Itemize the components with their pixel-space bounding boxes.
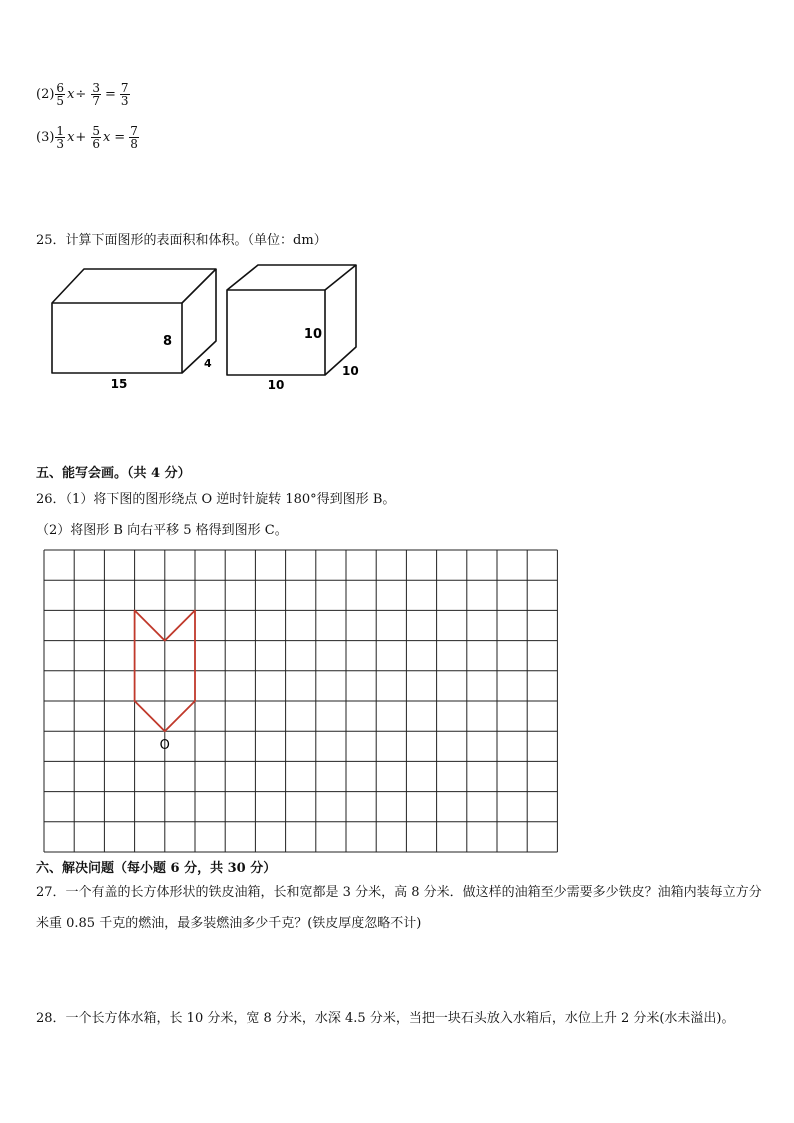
fraction xyxy=(91,125,101,150)
variable: x xyxy=(102,130,111,145)
cube-figure xyxy=(227,265,356,375)
cube-side-edge xyxy=(325,265,356,375)
variable: x xyxy=(67,87,75,102)
fraction xyxy=(55,125,65,150)
numerator: 7 xyxy=(130,124,138,138)
equation-label: (3) xyxy=(36,130,55,145)
fraction xyxy=(129,125,139,150)
cuboid-height-label: 8 xyxy=(162,334,172,349)
cube-length-label: 10 xyxy=(267,378,285,392)
question-28-text: 28．一个长方体水箱，长 10 分米，宽 8 分米，水深 4.5 分米，当把一块石头放入水箱后，水位上升 2 分米(水未溢出)。 xyxy=(36,1011,735,1026)
cube-width-label: 10 xyxy=(342,364,359,378)
box-figures xyxy=(40,255,370,395)
denominator: 3 xyxy=(120,94,129,108)
fraction xyxy=(120,82,130,107)
operator: ÷ xyxy=(75,87,87,102)
cuboid-top-face xyxy=(52,269,216,303)
section-5-title: 五、能写会画。（共 4 分） xyxy=(36,466,191,481)
grid-lines xyxy=(44,550,557,852)
numerator: 6 xyxy=(56,81,65,95)
question-27-text: 27．一个有盖的长方体形状的铁皮油箱，长和宽都是 3 分米，高 8 分米．做这样的油箱至少需要多少铁皮？油箱内装每立方分米重 0.85 千克的燃油，最多装燃油多少千克？(铁皮厚度忽略不计) xyxy=(36,885,762,931)
fraction xyxy=(55,82,65,107)
cuboid-figure xyxy=(52,269,216,373)
question-25-text: 25．计算下面图形的表面积和体积。（单位：dm） xyxy=(36,233,327,248)
question-26-line-1: 26．（1）将下图的图形绕点 O 逆时针旋转 180°得到图形 B。 xyxy=(36,492,396,507)
point-o-label: O xyxy=(159,738,170,754)
numerator: 7 xyxy=(120,81,129,95)
numerator: 5 xyxy=(92,124,100,138)
denominator: 6 xyxy=(92,137,100,151)
numerator: 1 xyxy=(56,124,65,138)
equation-label: (2) xyxy=(36,87,55,102)
question-26-line-2: （2）将图形 B 向右平移 5 格得到图形 C。 xyxy=(36,523,288,538)
cube-top-face xyxy=(227,265,356,290)
variable: x xyxy=(67,130,75,145)
cuboid-width-label: 4 xyxy=(204,357,212,370)
operator: + xyxy=(75,130,87,145)
section-6-title: 六、解决问题（每小题 6 分，共 30 分） xyxy=(36,861,277,876)
denominator: 5 xyxy=(56,94,65,108)
denominator: 7 xyxy=(92,94,100,108)
fraction xyxy=(91,82,101,107)
equals-sign: = xyxy=(104,87,116,102)
equation-3 xyxy=(36,125,140,150)
drawing-grid[interactable] xyxy=(40,546,564,858)
denominator: 8 xyxy=(130,137,138,151)
numerator: 3 xyxy=(92,81,100,95)
denominator: 3 xyxy=(56,137,65,151)
equation-2 xyxy=(36,82,131,107)
cuboid-length-label: 15 xyxy=(110,377,128,391)
cube-height-label: 10 xyxy=(303,327,322,342)
equals-sign: = xyxy=(114,130,126,145)
